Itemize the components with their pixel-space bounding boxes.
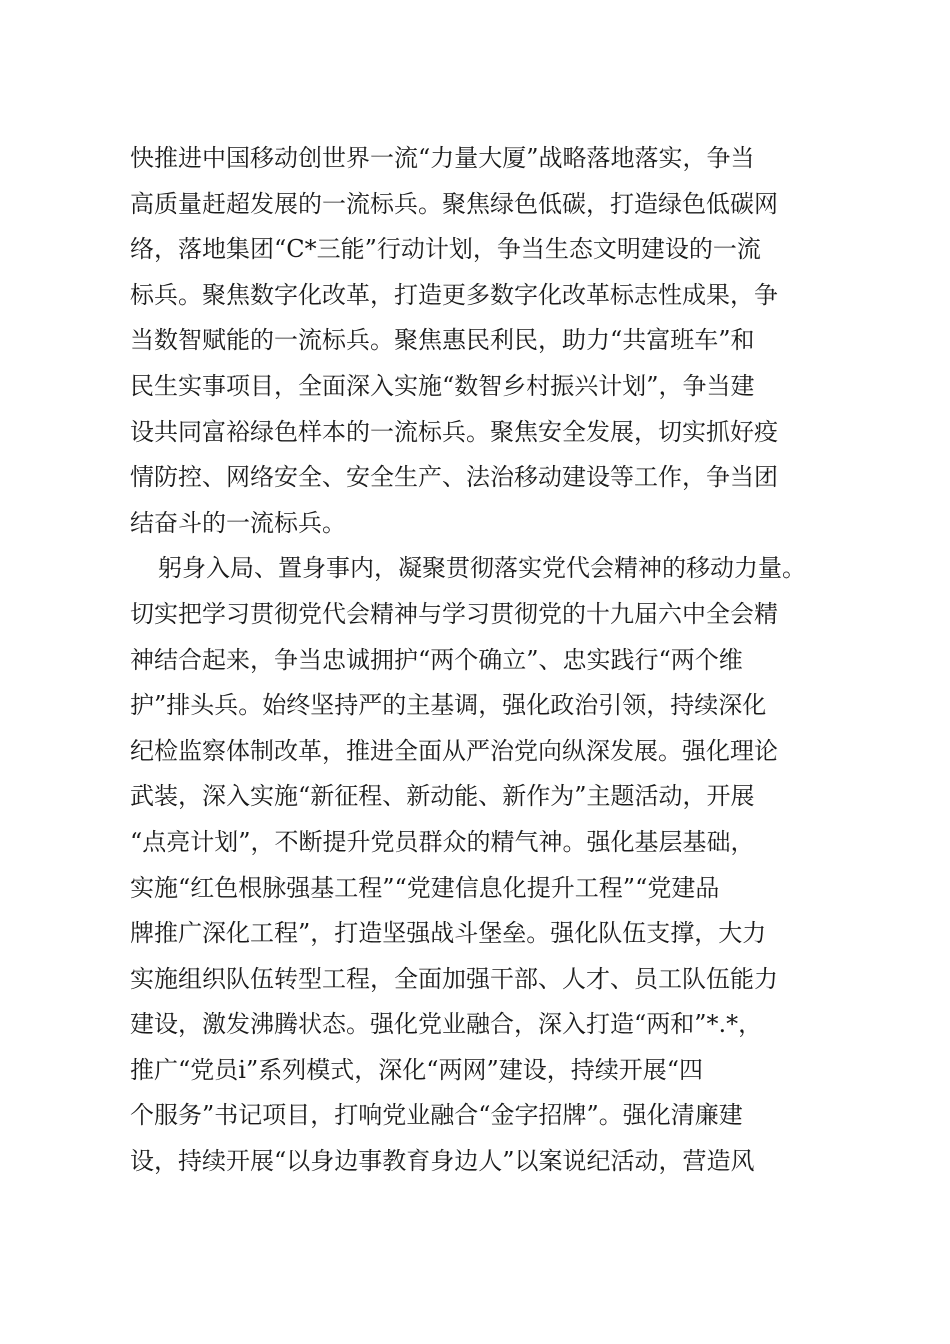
text-line: 实施组织队伍转型工程，全面加强干部、人才、员工队伍能力 xyxy=(130,964,778,993)
text-line: 神结合起来，争当忠诚拥护“两个确立”、忠实践行“两个维 xyxy=(130,645,743,674)
text-line: 实施“红色根脉强基工程”“党建信息化提升工程”“党建品 xyxy=(130,873,720,902)
text-line: 武装，深入实施“新征程、新动能、新作为”主题活动，开展 xyxy=(130,782,755,811)
text-line: 设，持续开展“以身边事教育身边人”以案说纪活动，营造风 xyxy=(130,1147,755,1176)
text-line: 切实把学习贯彻党代会精神与学习贯彻党的十九届六中全会精 xyxy=(130,599,778,628)
text-line: 护”排头兵。始终坚持严的主基调，强化政治引领，持续深化 xyxy=(130,691,767,720)
text-line: 建设，激发沸腾状态。强化党业融合，深入打造“两和”*.*， xyxy=(130,1010,763,1039)
text-line: “点亮计划”，不断提升党员群众的精气神。强化基层基础， xyxy=(130,827,755,856)
text-line: 民生实事项目，全面深入实施“数智乡村振兴计划”，争当建 xyxy=(130,371,755,400)
text-line: 设共同富裕绿色样本的一流标兵。聚焦安全发展，切实抓好疫 xyxy=(130,417,778,446)
text-line: 络，落地集团“C*三能”行动计划，争当生态文明建设的一流 xyxy=(130,235,761,264)
text-line: 推广“党员i”系列模式，深化“两网”建设，持续开展“四 xyxy=(130,1055,704,1084)
text-line: 躬身入局、置身事内，凝聚贯彻落实党代会精神的移动力量。 xyxy=(158,554,806,583)
text-line: 结奋斗的一流标兵。 xyxy=(130,508,346,537)
text-line: 快推进中国移动创世界一流“力量大厦”战略落地落实，争当 xyxy=(130,144,755,172)
paragraph-2 xyxy=(130,546,830,1184)
text-line: 高质量赶超发展的一流标兵。聚焦绿色低碳，打造绿色低碳网 xyxy=(130,189,778,218)
text-line: 情防控、网络安全、安全生产、法治移动建设等工作，争当团 xyxy=(130,463,778,492)
text-line: 牌推广深化工程”，打造坚强战斗堡垒。强化队伍支撑，大力 xyxy=(130,919,767,948)
text-line: 纪检监察体制改革，推进全面从严治党向纵深发展。强化理论 xyxy=(130,736,778,765)
body-text xyxy=(130,136,830,1185)
text-line: 标兵。聚焦数字化改革，打造更多数字化改革标志性成果，争 xyxy=(130,280,778,309)
paragraph-1 xyxy=(130,136,830,546)
text-line: 当数智赋能的一流标兵。聚焦惠民利民，助力“共富班车”和 xyxy=(130,326,755,355)
text-line: 个服务”书记项目，打响党业融合“金字招牌”。强化清廉建 xyxy=(130,1101,743,1130)
